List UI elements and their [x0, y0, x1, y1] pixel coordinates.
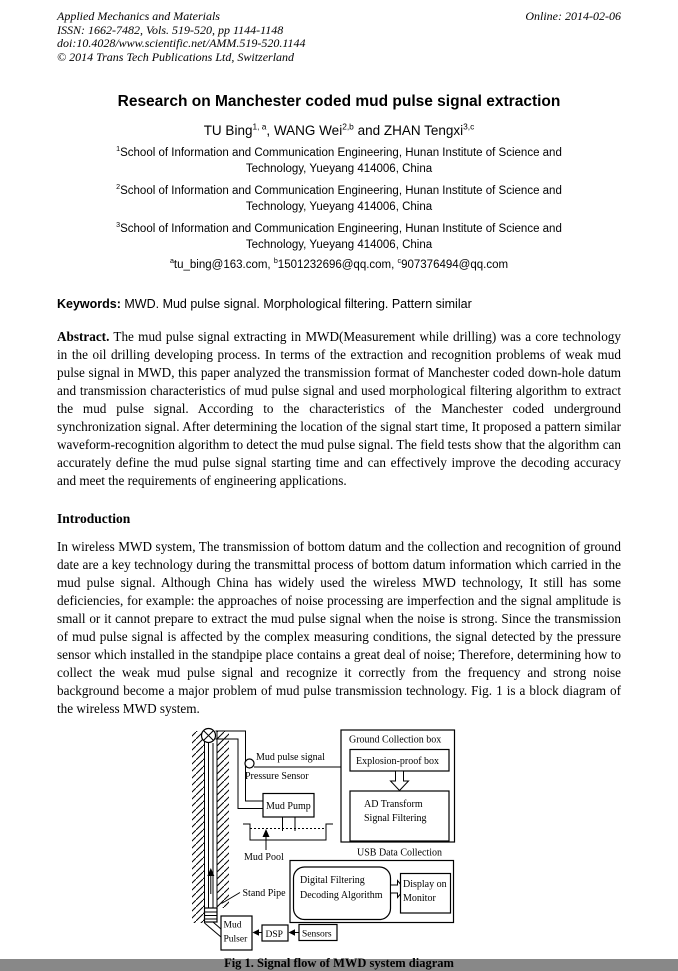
affiliation-2	[57, 183, 621, 215]
affiliation-1	[57, 145, 621, 177]
affiliation-3	[57, 221, 621, 253]
email-sup: c	[397, 257, 402, 266]
dsp-label: DSP	[265, 930, 283, 940]
introduction-paragraph: In wireless MWD system, The transmission of bottom datum and the collection and recognition of ground date are a key technology during the transmittal process of bottom datum information which carried in the mud pulse signal. Although China has widely used the wireless MWD technology, It still has some deficiencies, for example: the approaches of noise processing are imperfection and the signal amplitude is small or it cannot prepare to extract the mud pulse signal when the noise is strong. Since the transmission of mud pulse signal is affected by the complex measuring conditions, the signal detected by the pressure sensor which installed in the standpipe place contains a great deal of noise; Therefore, determining how to collect the weak mud pulse signal and recognize it correctly from the frequency and strong noise background become a major problem of mud pulse transmission technology. Fig. 1 is a block diagram of the wireless MWD system.	[57, 539, 621, 716]
pressure-sensor-label: Pressure Sensor	[245, 771, 309, 782]
author-name: WANG Wei	[273, 123, 343, 138]
email: tu_bing@163.com,	[173, 259, 274, 271]
mud-pulse-signal-label: Mud pulse signal	[256, 752, 325, 763]
affiliation-sup: 2	[116, 183, 121, 192]
journal-name: Applied Mechanics and Materials	[57, 9, 220, 23]
author	[204, 123, 274, 138]
display-label-line1: Display on	[403, 879, 447, 890]
sensors-label: Sensors	[302, 929, 332, 940]
digital-filtering-label-line2: Decoding Algorithm	[300, 890, 383, 901]
pressure-sensor-icon	[245, 759, 254, 768]
borehole-wall-right	[217, 731, 229, 908]
affiliation-line: Technology, Yueyang 414006, China	[245, 239, 433, 251]
borehole-wall-left	[192, 731, 205, 923]
section-heading-introduction: Introduction	[57, 511, 131, 526]
author-sep: ,	[266, 123, 274, 138]
affiliation-line: Technology, Yueyang 414006, China	[245, 163, 433, 175]
online-date: Online: 2014-02-06	[525, 9, 621, 23]
author-sup: 1, a	[252, 121, 267, 132]
mud-pulser-label-line1: Mud	[223, 920, 242, 931]
explosion-proof-box-label: Explosion-proof box	[356, 756, 440, 767]
ad-transform-label-line2: Signal Filtering	[364, 813, 427, 824]
journal-header-left	[57, 10, 306, 64]
figure-1-caption: Fig 1. Signal flow of MWD system diagram	[224, 956, 454, 970]
affiliation-text: School of Information and Communication Engineering, Hunan Institute of Science and	[120, 147, 562, 159]
mud-pump-label: Mud Pump	[266, 801, 311, 812]
author-list	[57, 123, 621, 138]
email-sup: a	[169, 257, 174, 266]
affiliation-text: School of Information and Communication Engineering, Hunan Institute of Science and	[120, 223, 562, 235]
mud-pool-trough	[243, 824, 333, 840]
author-sup: 3,c	[463, 121, 475, 132]
ad-transform-label-line1: AD Transform	[364, 799, 423, 810]
doi-line: doi:10.4028/www.scientific.net/AMM.519-520.1144	[57, 36, 306, 50]
ground-collection-box-label: Ground Collection box	[349, 734, 442, 746]
keywords-label: Keywords:	[57, 297, 121, 311]
pulser-connector-lines	[205, 922, 222, 937]
email: 1501232696@qq.com,	[277, 259, 398, 271]
affiliation-line	[57, 221, 621, 237]
affiliation-text: School of Information and Communication Engineering, Hunan Institute of Science and	[120, 185, 562, 197]
email-sup: b	[273, 257, 278, 266]
copyright-line: © 2014 Trans Tech Publications Ltd, Switzerland	[57, 49, 295, 64]
digital-filtering-label-line1: Digital Filtering	[300, 875, 365, 886]
affiliation-sup: 1	[116, 145, 121, 154]
email: 907376494@qq.com	[401, 259, 509, 271]
mud-pulser-label-line2: Pulser	[223, 934, 248, 945]
dsp-to-pulser-arrowhead	[253, 929, 260, 935]
figure-1	[185, 721, 621, 954]
author	[274, 123, 384, 138]
keywords-text: MWD. Mud pulse signal. Morphological filtering. Pattern similar	[120, 297, 472, 311]
keywords-line	[57, 297, 621, 311]
affiliation-sup: 3	[116, 221, 121, 230]
abstract	[57, 328, 621, 490]
abstract-label: Abstract.	[57, 329, 110, 344]
mwd-system-diagram	[185, 721, 475, 954]
pump-suction-legs	[283, 817, 296, 831]
mud-pool-arrowhead	[263, 829, 270, 837]
author-sep: and	[353, 123, 384, 138]
issn-line: ISSN: 1662-7482, Vols. 519-520, pp 1144-1148	[57, 22, 284, 37]
affiliation-line	[57, 183, 621, 199]
author-name: ZHAN Tengxi	[383, 123, 464, 138]
abstract-text: The mud pulse signal extracting in MWD(Measurement while drilling) was a core technology in the oil drilling developing process. In terms of the extraction and recognition problems of weak mud pulse signal in MWD, this paper analyzed the transmission format of Manchester coded down-hole datum and transmission characteristics of mud pulse signal and used morphological filtering algorithm to extract the mud pulse signal. According to the characteristics of the Manchester coded underground synchronization signal. After determining the location of the signal start time, It proposed a pattern similar waveform-recognition algorithm to detect the mud pulse signal. The field tests show that the algorithm can accurately define the mud pulse signal starting time and can effectively improve the decoding accuracy and meet the requirements of engineering applications.	[57, 329, 621, 488]
affiliation-line: Technology, Yueyang 414006, China	[245, 201, 433, 213]
sensors-to-dsp-arrowhead	[289, 929, 296, 935]
usb-data-collection-label: USB Data Collection	[357, 847, 442, 859]
author-sup: 2,b	[342, 121, 354, 132]
stand-pipe-label: Stand Pipe	[242, 888, 286, 899]
mud-pool-label: Mud Pool	[244, 852, 284, 863]
display-label-line2: Monitor	[403, 893, 436, 904]
affiliation-line	[57, 145, 621, 161]
author	[384, 123, 474, 138]
author-name: TU Bing	[203, 123, 253, 138]
paper-title: Research on Manchester coded mud pulse signal extraction	[117, 93, 561, 110]
author-emails	[57, 259, 621, 271]
journal-header	[57, 10, 621, 64]
